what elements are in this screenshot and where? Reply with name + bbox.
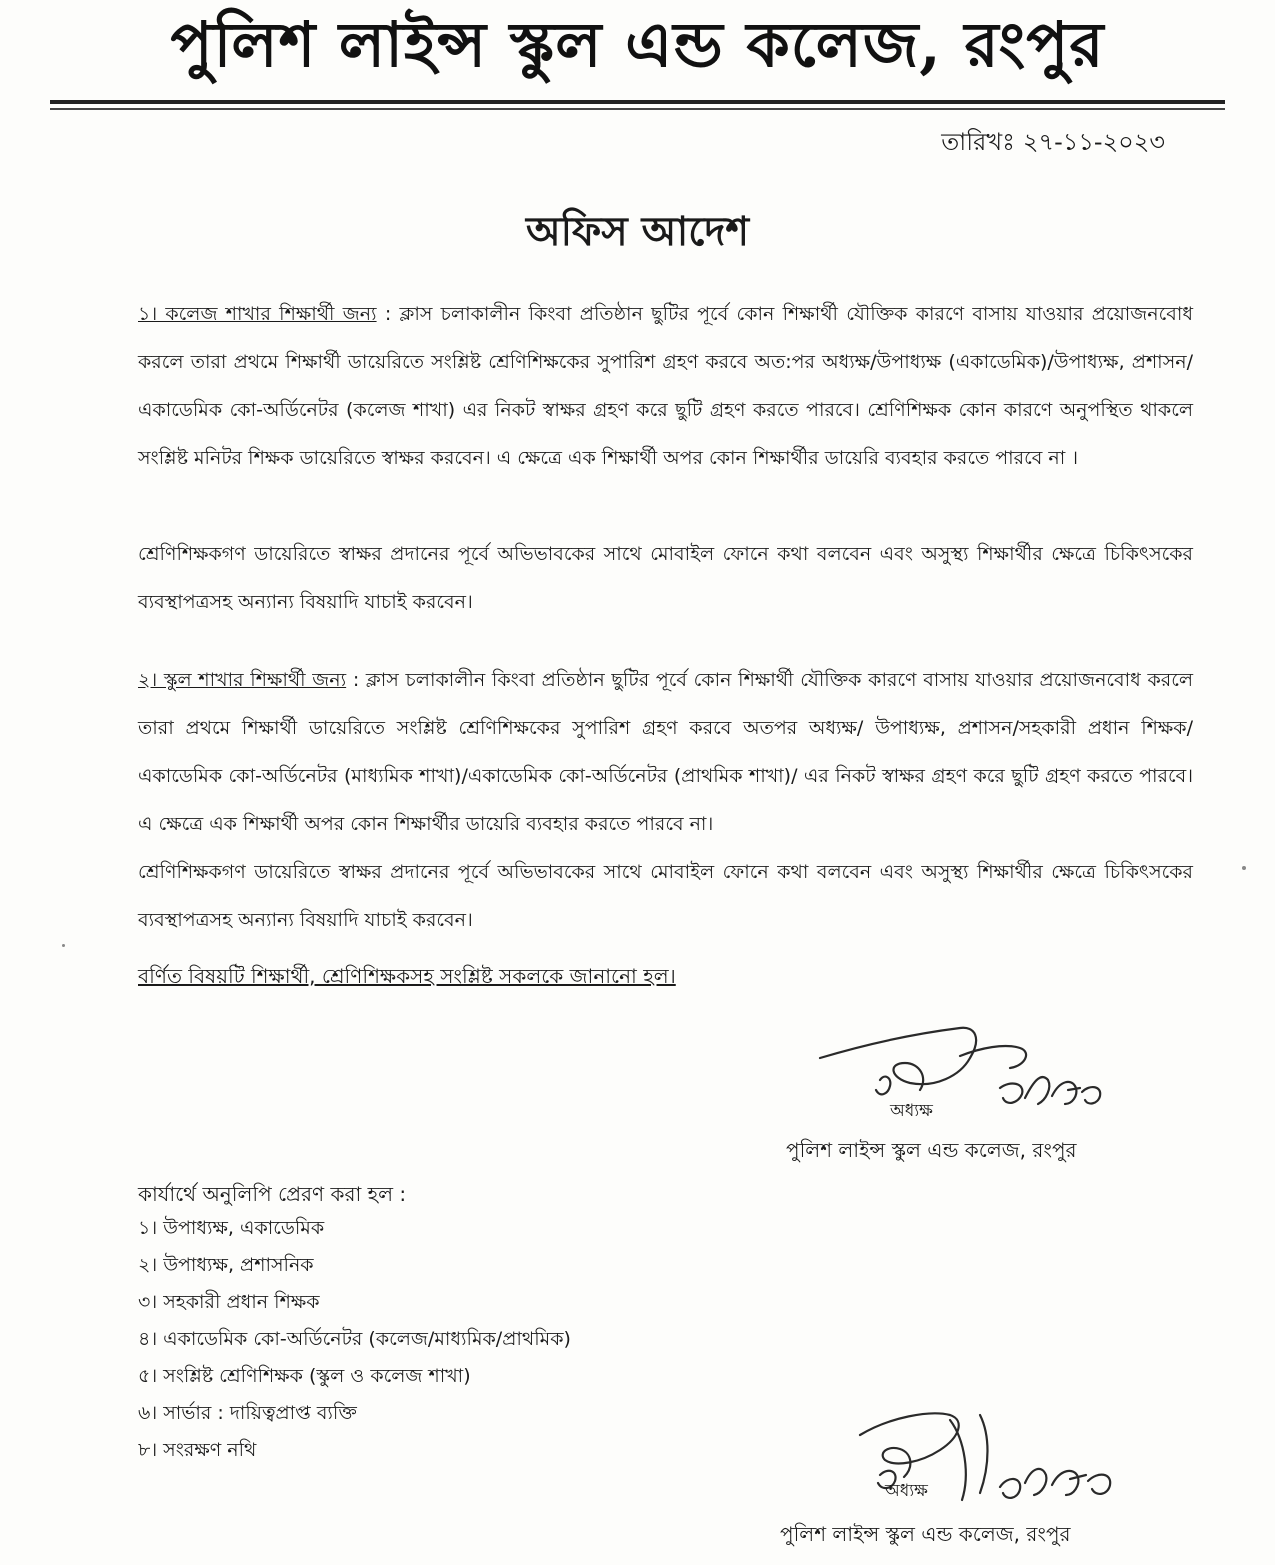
list-item: ৮। সংরক্ষণ নথি: [138, 1439, 257, 1461]
principal-signature-1: [810, 1018, 1110, 1128]
section-school-body: : ক্লাস চলাকালীন কিংবা প্রতিষ্ঠান ছুটির পূর্বে কোন শিক্ষার্থী যৌক্তিক কারণে বাসায় যাওয়ার প্রয়োজনবোধ করলে তারা প্রথমে শিক্ষার্থী ডায়েরিতে সংশ্লিষ্ট শ্রেণিশিক্ষকের সুপারিশ গ্রহণ করবে অতপর অধ্যক্ষ/ উপাধ্যক্ষ, প্রশাসন/সহকারী প্রধান শিক্ষক/একাডেমিক কো-অর্ডিনেটর (মাধ্যমিক শাখা)/একাডেমিক কো-অর্ডিনেটর (প্রাথমিক শাখা)/ এর নিকট স্বাক্ষর গ্রহণ করে ছুটি গ্রহণ করতে পারবে। এ ক্ষেত্রে এক শিক্ষার্থী অপর কোন শিক্ষার্থীর ডায়েরি ব্যবহার করতে পারবে না।: [138, 669, 1194, 835]
section-school-paragraph: [138, 656, 1193, 848]
copy-distribution-heading: কার্যার্থে অনুলিপি প্রেরণ করা হল :: [138, 1182, 407, 1206]
section-college-paragraph: [138, 290, 1193, 482]
document-title: অফিস আদেশ: [525, 208, 750, 255]
date-label: তারিখঃ: [941, 128, 1015, 156]
list-item: ২। উপাধ্যক্ষ, প্রশাসনিক: [138, 1254, 314, 1276]
notice-line: বর্ণিত বিষয়টি শিক্ষার্থী, শ্রেণিশিক্ষকসহ সংশ্লিষ্ট সকলকে জানানো হল।: [138, 964, 676, 988]
section-college-heading: ১। কলেজ শাখার শিক্ষার্থী জন্য: [138, 303, 377, 325]
section-college-body: : ক্লাস চলাকালীন কিংবা প্রতিষ্ঠান ছুটির পূর্বে কোন শিক্ষার্থী যৌক্তিক কারণে বাসায় যাওয়ার প্রয়োজনবোধ করলে তারা প্রথমে শিক্ষার্থী ডায়েরিতে সংশ্লিষ্ট শ্রেণিশিক্ষকের সুপারিশ গ্রহণ করবে অত:পর অধ্যক্ষ/উপাধ্যক্ষ (একাডেমিক)/উপাধ্যক্ষ, প্রশাসন/একাডেমিক কো-অর্ডিনেটর (কলেজ শাখা) এর নিকট স্বাক্ষর গ্রহণ করে ছুটি গ্রহণ করতে পারবে। শ্রেণিশিক্ষক কোন কারণে অনুপস্থিত থাকলে সংশ্লিষ্ট মনিটর শিক্ষক ডায়েরিতে স্বাক্ষর করবেন। এ ক্ষেত্রে এক শিক্ষার্থী অপর কোন শিক্ষার্থীর ডায়েরি ব্যবহার করতে পারবে না ।: [138, 303, 1193, 469]
date-line: [933, 124, 1165, 164]
signatory-1-title: অধ্যক্ষ: [890, 1101, 933, 1121]
section-school-note-text: শ্রেণিশিক্ষকগণ ডায়েরিতে স্বাক্ষর প্রদানের পূর্বে অভিভাবকের সাথে মোবাইল ফোনে কথা বলবেন এবং অসুস্থ্য শিক্ষার্থীর ক্ষেত্রে চিকিৎসকের ব্যবস্থাপত্রসহ অন্যান্য বিষয়াদি যাচাই করবেন।: [138, 861, 1193, 931]
list-item: ১। উপাধ্যক্ষ, একাডেমিক: [138, 1217, 325, 1239]
signatory-2-institution: পুলিশ লাইন্স স্কুল এন্ড কলেজ, রংপুর: [780, 1522, 1071, 1546]
section-college: [138, 290, 1193, 482]
list-item: ৩। সহকারী প্রধান শিক্ষক: [138, 1291, 320, 1313]
paper-speck: [62, 944, 65, 947]
list-item: ৫। সংশ্লিষ্ট শ্রেণিশিক্ষক (স্কুল ও কলেজ শাখা): [138, 1365, 471, 1387]
section-college-note: [138, 530, 1193, 626]
section-school: [138, 656, 1193, 848]
section-school-heading: ২। স্কুল শাখার শিক্ষার্থী জন্য: [138, 669, 347, 691]
list-item: ৬। সার্ভার : দায়িত্বপ্রাপ্ত ব্যক্তি: [138, 1402, 357, 1424]
section-college-note-text: শ্রেণিশিক্ষকগণ ডায়েরিতে স্বাক্ষর প্রদানের পূর্বে অভিভাবকের সাথে মোবাইল ফোনে কথা বলবেন এবং অসুস্থ্য শিক্ষার্থীর ক্ষেত্রে চিকিৎসকের ব্যবস্থাপত্রসহ অন্যান্য বিষয়াদি যাচাই করবেন।: [138, 543, 1193, 613]
date-value: ২৭-১১-২০২৩: [1022, 128, 1165, 156]
paper-speck: [1242, 866, 1246, 870]
letterhead-rule-thin: [50, 108, 1225, 110]
signatory-2-title: অধ্যক্ষ: [885, 1481, 928, 1501]
letterhead-institution-name: পুলিশ লাইন্স স্কুল এন্ড কলেজ, রংপুর: [170, 8, 1105, 81]
signatory-1-institution: পুলিশ লাইন্স স্কুল এন্ড কলেজ, রংপুর: [786, 1138, 1077, 1162]
list-item: ৪। একাডেমিক কো-অর্ডিনেটর (কলেজ/মাধ্যমিক/প্রাথমিক): [138, 1328, 571, 1350]
letterhead-rule-thick: [50, 100, 1225, 104]
copy-distribution-list: [138, 1210, 571, 1469]
section-school-note: [138, 848, 1193, 944]
